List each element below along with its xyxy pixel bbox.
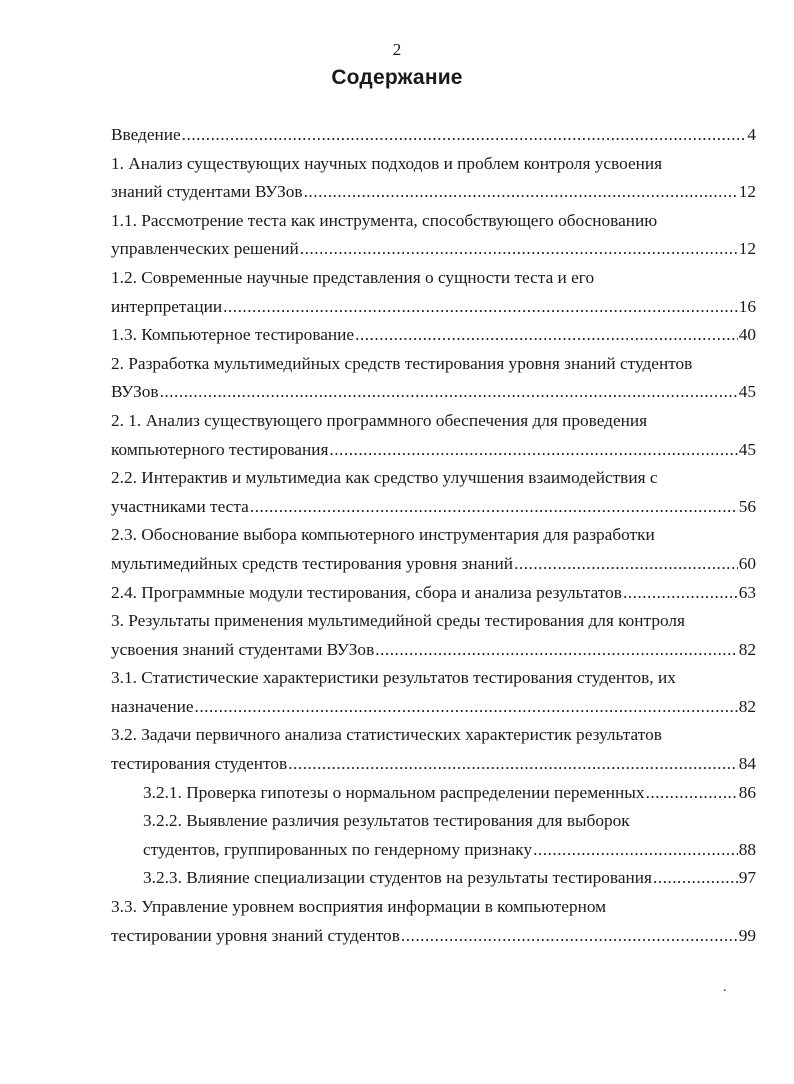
toc-entry-title-line: мультимедийных средств тестирования уровня знаний [111, 553, 514, 573]
toc-entry[interactable] [111, 321, 756, 350]
toc-page-number: 82 [738, 696, 756, 716]
toc-entry[interactable] [111, 721, 756, 778]
toc-entry-title-line: 1. Анализ существующих научных подходов и проблем контроля усвоения [111, 153, 663, 173]
toc-page-number: 60 [738, 553, 756, 573]
toc-entry-title-line: управленческих решений [111, 239, 299, 259]
toc-page-number: 45 [738, 382, 756, 402]
toc-page-number: 4 [747, 125, 756, 144]
toc-page-number: 86 [738, 782, 756, 802]
toc-entry-title-line: 2. 1. Анализ существующего программного обеспечения для проведения [111, 410, 648, 430]
dot-leader [401, 922, 738, 951]
toc-entry-title-line: 2.2. Интерактив и мультимедиа как средство улучшения взаимодействия с [111, 468, 658, 488]
toc-entry[interactable] [111, 150, 756, 207]
toc-page-number: 40 [738, 325, 756, 345]
toc-page-number: 84 [738, 754, 756, 774]
table-of-contents [111, 121, 756, 950]
toc-entry-title-line: интерпретации [111, 296, 223, 316]
dot-leader [182, 121, 747, 150]
dot-leader [329, 436, 737, 465]
toc-entry-title-line: участниками теста [111, 496, 249, 516]
toc-page-number: 82 [738, 639, 756, 659]
toc-entry[interactable] [111, 521, 756, 578]
dot-leader [623, 579, 738, 608]
toc-entry-title-line: тестировании уровня знаний студентов [111, 925, 400, 945]
dot-leader [355, 321, 738, 350]
toc-entry-title-line: назначение [111, 696, 194, 716]
toc-entry[interactable] [111, 607, 756, 664]
dot-leader [250, 493, 738, 522]
toc-entry-title-line: компьютерного тестирования [111, 439, 329, 459]
toc-entry-title-line: 3.3. Управление уровнем восприятия информации в компьютерном [111, 897, 607, 917]
toc-entry[interactable] [111, 893, 756, 950]
toc-entry-title-line: усвоения знаний студентами ВУЗов [111, 639, 375, 659]
toc-entry-title-line: 3.1. Статистические характеристики результатов тестирования студентов, их [111, 668, 676, 688]
dot-leader [514, 550, 738, 579]
page-title: Содержание [331, 66, 463, 89]
toc-entry-title-line: 2. Разработка мультимедийных средств тестирования уровня знаний студентов [111, 353, 693, 373]
toc-page-number: 12 [738, 239, 756, 259]
toc-page-number: 12 [738, 182, 756, 202]
toc-entry[interactable] [111, 121, 756, 150]
toc-entry-title-line: 1.3. Компьютерное тестирование [111, 325, 355, 345]
dot-leader [653, 864, 738, 893]
toc-entry-title-line: 3.2. Задачи первичного анализа статистических характеристик результатов [111, 725, 662, 745]
toc-entry[interactable] [111, 407, 756, 464]
toc-entry-title-line: знаний студентами ВУЗов [111, 182, 303, 202]
toc-entry-title-line: студентов, группированных по гендерному признаку [143, 839, 533, 859]
dot-leader [375, 636, 737, 665]
dot-leader [288, 750, 738, 779]
toc-entry[interactable] [143, 779, 756, 808]
toc-entry-title-line: ВУЗов [111, 382, 159, 402]
toc-entry-title-line: 1.2. Современные научные представления о сущности теста и его [111, 267, 595, 287]
dot-leader [223, 293, 738, 322]
dot-leader [646, 779, 738, 808]
toc-entry-title-line: 2.4. Программные модули тестирования, сбора и анализа результатов [111, 582, 622, 602]
toc-entry-title-line: 3. Результаты применения мультимедийной среды тестирования для контроля [111, 611, 685, 631]
dot-leader [304, 178, 738, 207]
toc-entry[interactable] [111, 207, 756, 264]
toc-entry[interactable] [143, 807, 756, 864]
toc-entry-title-line: 3.2.2. Выявление различия результатов тестирования для выборок [143, 811, 630, 831]
toc-entry[interactable] [111, 350, 756, 407]
toc-entry-title-line: Введение [111, 125, 181, 144]
toc-entry[interactable] [143, 864, 756, 893]
toc-page-number: 56 [738, 496, 756, 516]
toc-entry[interactable] [111, 464, 756, 521]
toc-page-number: 88 [738, 839, 756, 859]
toc-page-number: 45 [738, 439, 756, 459]
toc-page-number: 16 [738, 296, 756, 316]
toc-entry-title-line: 3.2.1. Проверка гипотезы о нормальном распределении переменных [143, 782, 645, 802]
toc-entry-title-line: 1.1. Рассмотрение теста как инструмента, способствующего обоснованию [111, 210, 658, 230]
toc-entry-title-line: 3.2.3. Влияние специализации студентов на результаты тестирования [143, 868, 652, 888]
toc-entry[interactable] [111, 664, 756, 721]
toc-entry[interactable] [111, 579, 756, 608]
stray-mark: . [723, 980, 727, 995]
dot-leader [195, 693, 738, 722]
toc-page-number: 99 [738, 925, 756, 945]
dot-leader [300, 235, 738, 264]
dot-leader [160, 378, 738, 407]
toc-entry-title-line: тестирования студентов [111, 754, 288, 774]
page-number: 2 [392, 40, 402, 59]
toc-entry[interactable] [111, 264, 756, 321]
dot-leader [533, 836, 738, 865]
toc-page-number: 63 [738, 582, 756, 602]
toc-entry-title-line: 2.3. Обоснование выбора компьютерного инструментария для разработки [111, 525, 655, 545]
toc-page-number: 97 [738, 868, 756, 888]
